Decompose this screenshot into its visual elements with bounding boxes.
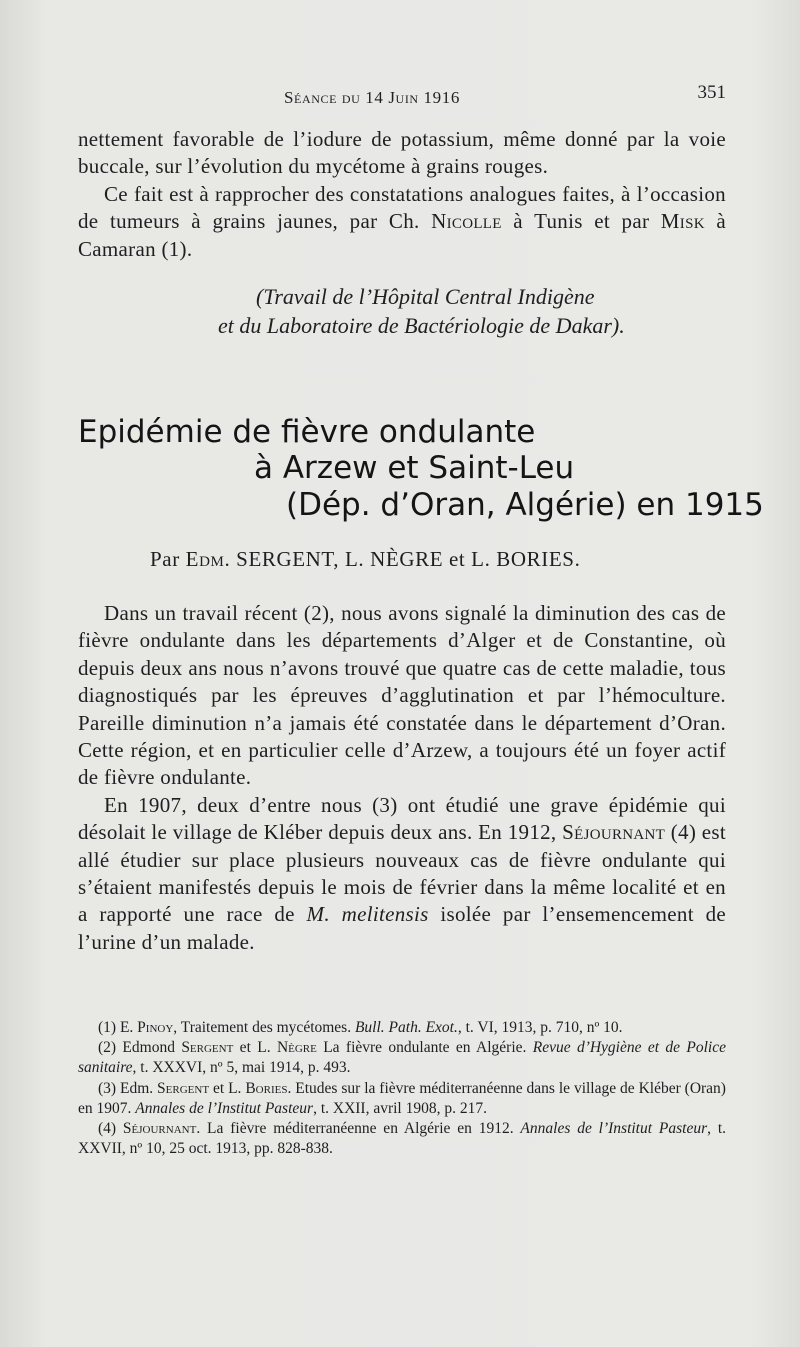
footnote-4: (4) Séjournant. La fièvre méditerranéenne en Algérie en 1912. Annales de l’Institut Pasteur, t. XXVII, nº 10, 25 oct. 1913, pp. 828-838. bbox=[78, 1120, 727, 1158]
credit-line-1: (Travail de l’Hôpital Central Indigène bbox=[256, 284, 595, 309]
article-paragraph-1: Dans un travail récent (2), nous avons signalé la diminution des cas de fièvre ondulante dans les départements d’Alger et de Constantine, où depuis deux ans nous n’avons trouvé que quatre cas de cette maladie, tous diagnostiqués par les épreuves d’agglutination et par l’hémoculture. Pareille diminution n’a jamais été constatée dans le département d’Oran. Cette région, et en particulier celle d’Arzew, a toujours été un foyer actif de fièvre ondulante. bbox=[78, 601, 726, 790]
intro-text bbox=[78, 126, 726, 263]
intro-paragraph-1: nettement favorable de l’iodure de potassium, même donné par la voie buccale, sur l’évolution du mycétome à grains rouges. bbox=[78, 127, 726, 179]
title-line-3: (Dép. d’Oran, Algérie) en 1915 bbox=[286, 487, 764, 523]
footnote-3: (3) Edm. Sergent et L. Bories. Etudes sur la fièvre méditerranéenne dans le village de Kléber (Oran) en 1907. Annales de l’Institut Pasteur, t. XXII, avril 1908, p. 217. bbox=[78, 1079, 726, 1117]
species-name: M. melitensis bbox=[306, 902, 429, 927]
author-name: Séjournant bbox=[562, 820, 666, 845]
intro-paragraph-2: Ce fait est à rapprocher des constatations analogues faites, à l’occasion de tumeurs à grains jaunes, par Ch. Nicolle à Tunis et par Misk à Camaran (1). bbox=[78, 181, 727, 261]
page-number: 351 bbox=[697, 82, 726, 103]
article-authors: Par Edm. SERGENT, L. NÈGRE et L. BORIES. bbox=[150, 547, 581, 571]
author-name: Misk bbox=[660, 209, 705, 234]
footnote-1: (1) E. Pinoy, Traitement des mycétomes. Bull. Path. Exot., t. VI, 1913, p. 710, nº 10. bbox=[98, 1019, 623, 1036]
author-name: Nicolle bbox=[431, 209, 502, 234]
footnote-2: (2) Edmond Sergent et L. Nègre La fièvre ondulante en Algérie. Revue d’Hygiène et de Police sanitaire, t. XXXVI, nº 5, mai 1914, p. 493. bbox=[78, 1039, 726, 1077]
title-line-2: à Arzew et Saint-Leu bbox=[254, 450, 575, 486]
article-paragraph-2: En 1907, deux d’entre nous (3) ont étudié une grave épidémie qui désolait le village de Kléber depuis deux ans. En 1912, Séjournant (4) est allé étudier sur place plusieurs nouveaux cas de fièvre ondulante qui s’étaient manifestés depuis le mois de février dans la même localité et en a rapporté une race de M. melitensis isolée par l’ensemencement de l’urine d’un malade. bbox=[78, 792, 727, 954]
footnotes bbox=[78, 1018, 726, 1159]
page-header bbox=[78, 82, 726, 112]
running-head: Séance du 14 Juin 1916 bbox=[284, 88, 460, 107]
title-line-1: Epidémie de fièvre ondulante bbox=[78, 414, 536, 450]
credit-line-2: et du Laboratoire de Bactériologie de Dakar). bbox=[218, 313, 625, 338]
article-body bbox=[78, 600, 726, 956]
